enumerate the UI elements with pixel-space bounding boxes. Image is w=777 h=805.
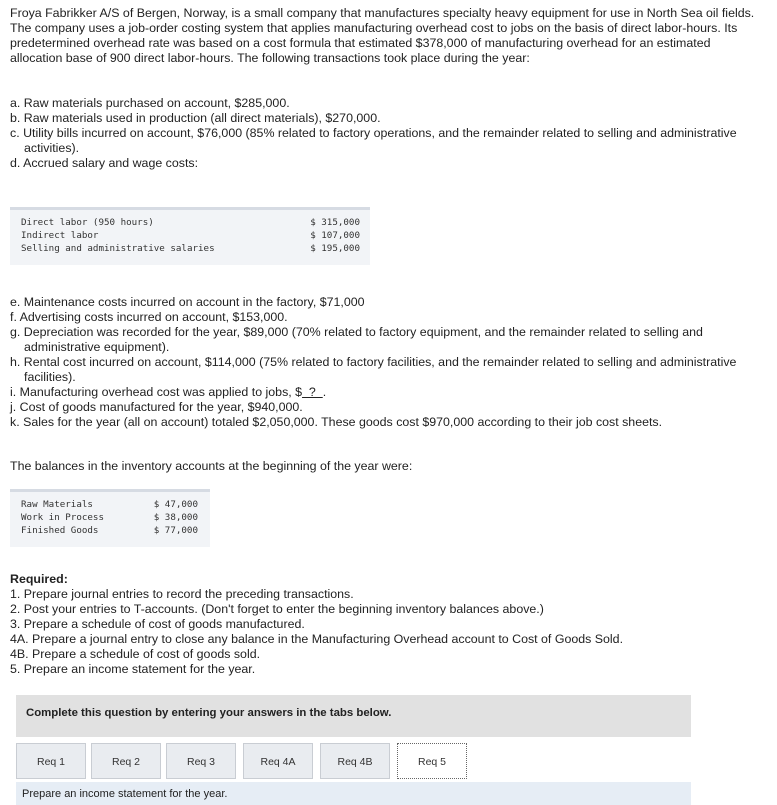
salary-value: $ 195,000 — [310, 243, 360, 254]
table-row — [21, 511, 206, 524]
transaction-i-suffix: . — [322, 385, 327, 399]
table-row — [21, 524, 206, 537]
transaction-h: h. Rental cost incurred on account, $114,000 (75% related to factory facilities, and the remainder related to selling and administrative — [10, 355, 737, 369]
salary-value: $ 315,000 — [310, 217, 360, 228]
transaction-i-text: i. Manufacturing overhead cost was applied to jobs, $ — [10, 385, 303, 399]
tab-panel — [16, 782, 691, 805]
inventory-value: $ 47,000 — [153, 499, 198, 510]
unknown-blank: ? — [302, 385, 323, 399]
transaction-i — [10, 385, 765, 400]
required-item: 4B. Prepare a schedule of cost of goods sold. — [10, 647, 261, 661]
required-item: 4A. Prepare a journal entry to close any balance in the Manufacturing Overhead account to Cost of Goods Sold. — [10, 632, 624, 646]
table-row — [21, 229, 366, 242]
transaction-h-cont: facilities). — [24, 370, 76, 384]
tab-req-1[interactable]: Req 1 — [16, 743, 86, 779]
transaction-g: g. Depreciation was recorded for the year, $89,000 (70% related to factory equipment, and the remainder related to selling and — [10, 325, 703, 339]
transaction-e: e. Maintenance costs incurred on account in the factory, $71,000 — [10, 295, 365, 309]
transaction-b: b. Raw materials used in production (all direct materials), $270,000. — [10, 111, 381, 125]
balances-intro: The balances in the inventory accounts at the beginning of the year were: — [10, 459, 413, 473]
tab-req-2[interactable]: Req 2 — [91, 743, 161, 779]
transaction-c: c. Utility bills incurred on account, $76,000 (85% related to factory operations, and the remainder related to selling and administrative — [10, 126, 737, 140]
transaction-k: k. Sales for the year (all on account) totaled $2,050,000. These goods cost $970,000 according to their job cost sheets. — [10, 415, 663, 429]
salary-label: Direct labor (950 hours) — [21, 217, 154, 228]
table-row — [21, 242, 366, 255]
inventory-value: $ 38,000 — [153, 512, 198, 523]
inventory-value: $ 77,000 — [153, 525, 198, 536]
required-item: 2. Post your entries to T-accounts. (Don't forget to enter the beginning inventory balances above.) — [10, 602, 544, 616]
tab-req-5[interactable]: Req 5 — [397, 743, 467, 779]
inventory-label: Finished Goods — [21, 525, 99, 536]
inventory-label: Work in Process — [21, 512, 104, 523]
transaction-j: j. Cost of goods manufactured for the year, $940,000. — [10, 400, 303, 414]
panel-instruction: Prepare an income statement for the year. — [22, 788, 228, 800]
inventory-label: Raw Materials — [21, 499, 93, 510]
table-row — [21, 498, 206, 511]
transaction-a: a. Raw materials purchased on account, $285,000. — [10, 96, 290, 110]
tab-req-3[interactable]: Req 3 — [166, 743, 236, 779]
required-heading: Required: — [10, 572, 68, 586]
inventory-table — [10, 489, 210, 547]
instruction-bar — [16, 695, 691, 737]
required-item: 3. Prepare a schedule of cost of goods manufactured. — [10, 617, 305, 631]
required-item: 1. Prepare journal entries to record the preceding transactions. — [10, 587, 354, 601]
salary-label: Indirect labor — [21, 230, 99, 241]
tab-req-4b[interactable]: Req 4B — [320, 743, 390, 779]
problem-intro: Froya Fabrikker A/S of Bergen, Norway, is a small company that manufactures specialty heavy equipment for use in North Sea oil fields. The company uses a job-order costing system that applies manufacturing overhead cost to jobs on the basis of direct labor-hours. Its predetermined overhead rate was based on a cost formula that estimated $378,000 of manufacturing overhead for an estimated allocation base of 900 direct labor-hours. The following transactions took place during the year: — [10, 6, 755, 65]
tab-req-4a[interactable]: Req 4A — [243, 743, 313, 779]
required-item: 5. Prepare an income statement for the year. — [10, 662, 256, 676]
transaction-c-cont: activities). — [24, 141, 80, 155]
transaction-f: f. Advertising costs incurred on account, $153,000. — [10, 310, 288, 324]
salary-label: Selling and administrative salaries — [21, 243, 215, 254]
transaction-g-cont: administrative equipment). — [24, 340, 170, 354]
instruction-text: Complete this question by entering your answers in the tabs below. — [26, 707, 392, 719]
transaction-d: d. Accrued salary and wage costs: — [10, 156, 199, 170]
salary-table — [10, 207, 370, 265]
salary-value: $ 107,000 — [310, 230, 360, 241]
table-row — [21, 216, 366, 229]
